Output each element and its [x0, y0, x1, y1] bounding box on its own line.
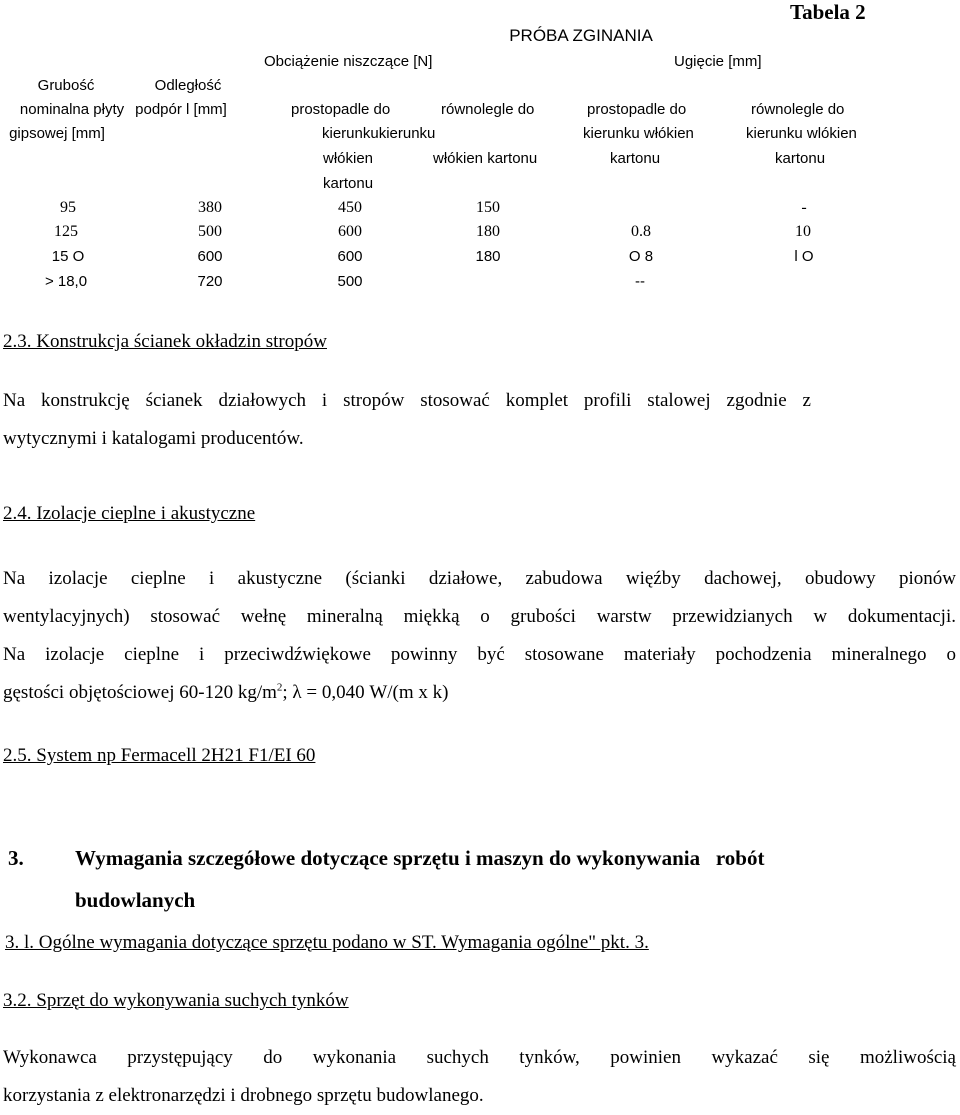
- table-cell: -: [801, 199, 807, 216]
- group-header-load: Obciążenie niszczące [N]: [264, 53, 433, 70]
- paragraph-line: Na izolacje cieplne i przeciwdźwiękowe powinny być stosowane materiały pochodzenia mineralnego o: [3, 644, 956, 665]
- header-thickness-line2: nominalna płyty: [19, 101, 125, 118]
- table-cell: 600: [197, 248, 223, 265]
- paragraph-line: wentylacyjnych) stosować wełnę mineralną miękką o grubości warstw przewidzianych w dokumentacji.: [3, 606, 956, 627]
- section-heading-3-2: 3.2. Sprzęt do wykonywania suchych tynków: [3, 990, 349, 1011]
- section-heading-2-4: 2.4. Izolacje cieplne i akustyczne: [3, 503, 256, 524]
- table-cell: 600: [337, 248, 363, 265]
- header-defl-par-line3: kartonu: [775, 150, 826, 167]
- paragraph-line: Na konstrukcję ścianek działowych i stropów stosować komplet profili stalowej zgodnie z: [3, 390, 811, 411]
- header-defl-par-line2: kierunku wlókien: [746, 125, 857, 142]
- table-cell: 180: [475, 248, 501, 265]
- table-cell: 150: [476, 199, 500, 216]
- header-spacing-line1: Odległość: [154, 77, 222, 94]
- paragraph-line: Na izolacje cieplne i akustyczne (ścianki działowe, zabudowa więźby dachowej, obudowy pionów: [3, 568, 956, 589]
- paragraph-line: Wykonawca przystępujący do wykonania suchych tynków, powinien wykazać się możliwością: [3, 1047, 956, 1068]
- table-cell: 500: [337, 273, 363, 290]
- header-load-perp-line3: włókien: [323, 150, 374, 167]
- table-cell: 95: [60, 199, 76, 216]
- paragraph-line: [3, 674, 449, 712]
- table-cell: 180: [476, 223, 500, 240]
- table-cell: O 8: [628, 248, 654, 265]
- superscript-2: 2: [276, 681, 283, 694]
- table-cell: 720: [197, 273, 223, 290]
- header-load-perp-line1: prostopadle do: [291, 101, 391, 118]
- header-spacing-line2: podpór l [mm]: [135, 101, 227, 118]
- table-label: Tabela 2: [790, 0, 866, 24]
- lambda-text: ; λ = 0,040 W/(m x k): [282, 682, 449, 703]
- table-cell: --: [635, 273, 645, 290]
- chapter-title-line1: Wymagania szczegółowe dotyczące sprzętu i maszyn do wykonywania robót: [75, 846, 765, 870]
- section-heading-2-3: 2.3. Konstrukcja ścianek okładzin stropów: [3, 331, 327, 352]
- header-load-perp-line4: kartonu: [323, 175, 374, 192]
- paragraph-line: wytycznymi i katalogami producentów.: [3, 428, 304, 449]
- chapter-title-line2: budowlanych: [75, 888, 196, 912]
- header-load-perp-line2: kierunkukierunku: [322, 125, 436, 142]
- header-defl-perp-line1: prostopadle do: [587, 101, 687, 118]
- header-load-par-line1: równolegle do: [441, 101, 535, 118]
- table-cell: 15 O: [51, 248, 85, 265]
- paragraph-line: korzystania z elektronarzędzi i drobnego sprzętu budowlanego.: [3, 1085, 484, 1106]
- density-text: gęstości objętościowej 60-120 kg/m: [3, 682, 277, 703]
- table-cell: 125: [54, 223, 78, 240]
- header-load-par-line2: włókien kartonu: [433, 150, 538, 167]
- table-cell: 380: [198, 199, 222, 216]
- table-cell: > 18,0: [44, 273, 88, 290]
- section-heading-2-5: 2.5. System np Fermacell 2H21 F1/EI 60: [3, 745, 316, 766]
- header-defl-perp-line2: kierunku włókien: [583, 125, 694, 142]
- chapter-number: 3.: [8, 846, 24, 870]
- header-defl-perp-line3: kartonu: [610, 150, 661, 167]
- table-cell: 600: [338, 223, 362, 240]
- table-title: PRÓBA ZGINANIA: [509, 26, 653, 45]
- group-header-deflection: Ugięcie [mm]: [674, 53, 762, 70]
- section-heading-3-1: 3. l. Ogólne wymagania dotyczące sprzętu podano w ST. Wymagania ogólne" pkt. 3.: [5, 932, 649, 953]
- table-cell: 450: [338, 199, 362, 216]
- header-defl-par-line1: równolegle do: [751, 101, 845, 118]
- table-cell: l O: [794, 248, 814, 265]
- header-thickness-line3: gipsowej [mm]: [9, 125, 105, 142]
- table-cell: 0.8: [631, 223, 651, 240]
- header-thickness-line1: Grubość: [37, 77, 95, 94]
- table-cell: 500: [198, 223, 222, 240]
- table-cell: 10: [795, 223, 811, 240]
